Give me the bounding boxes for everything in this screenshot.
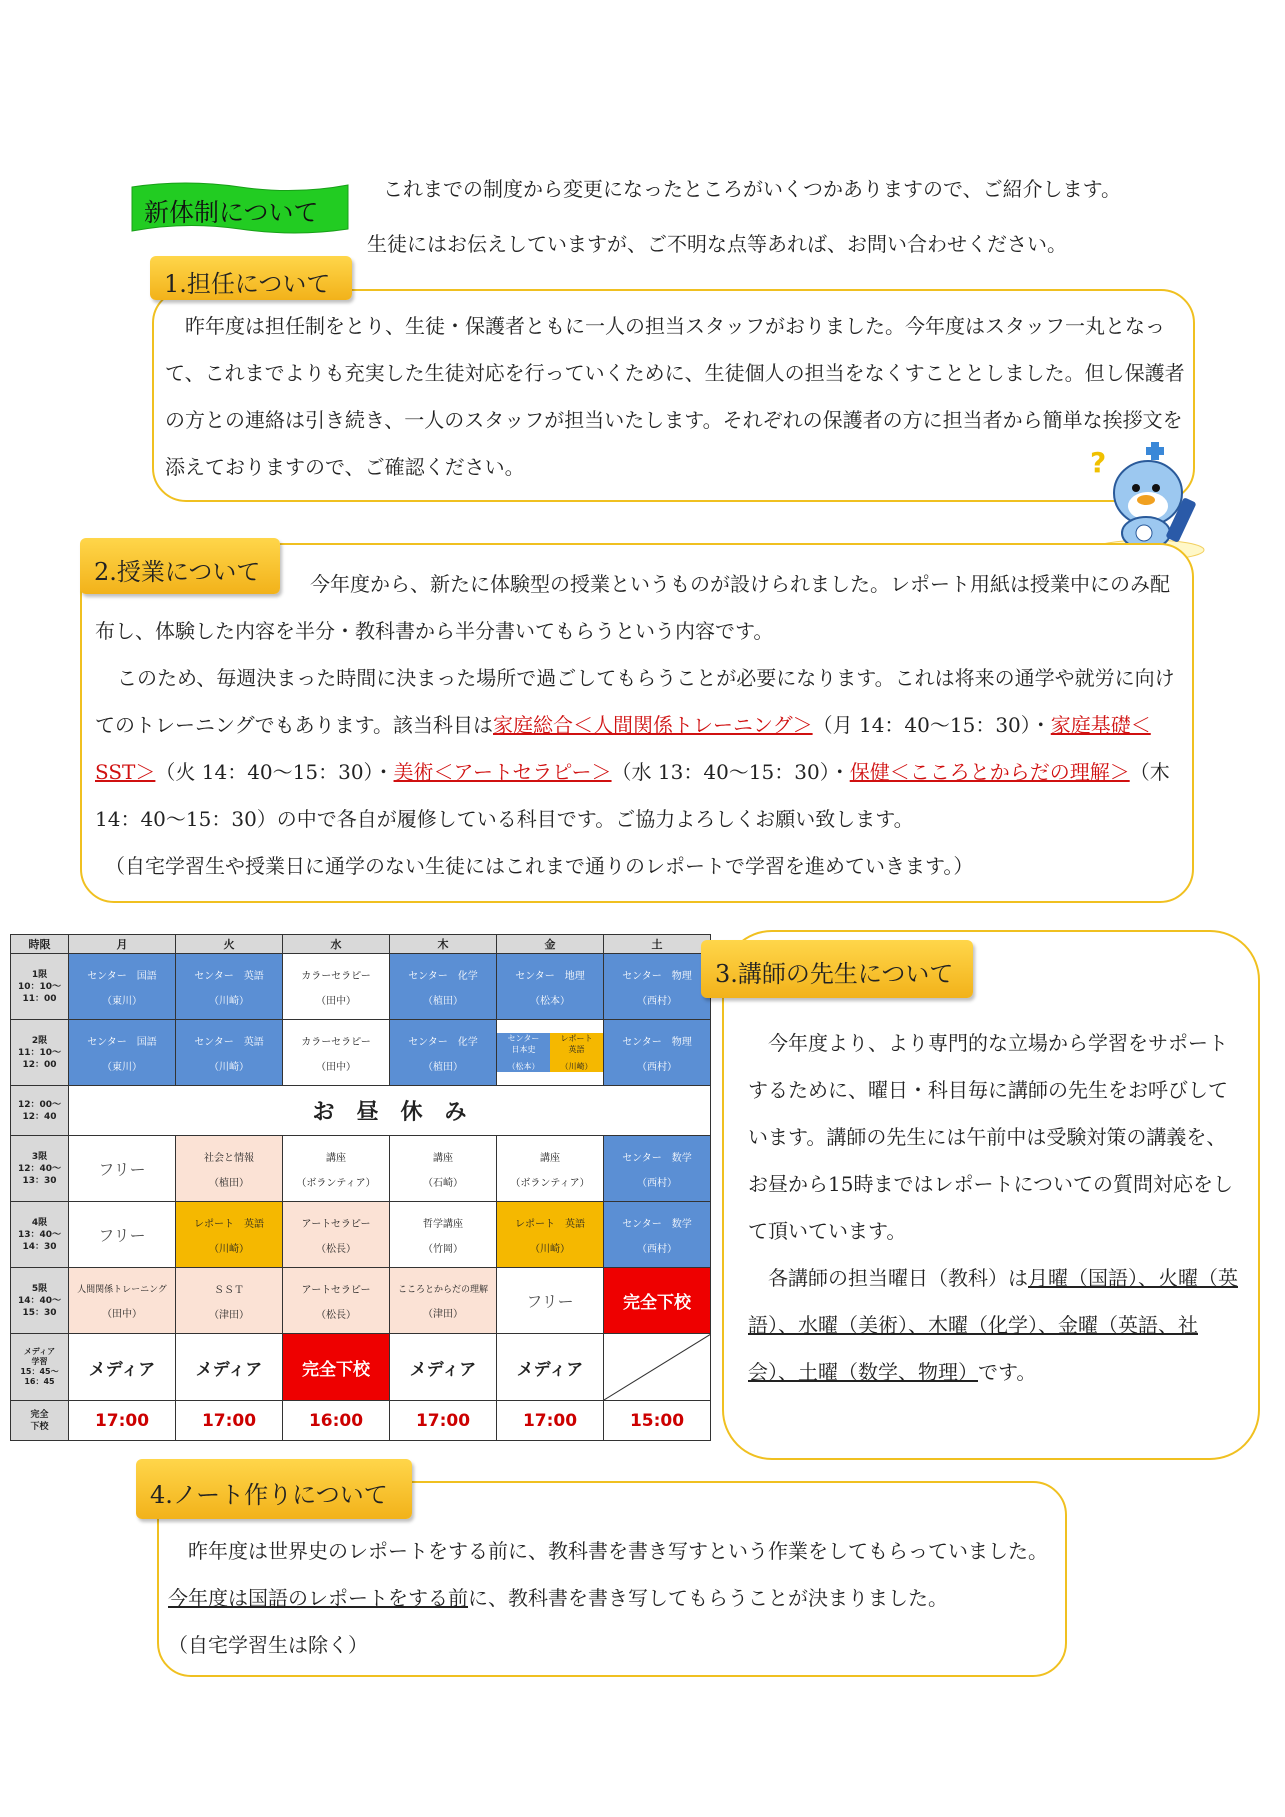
- cell-p1-fri: センター 地理 （松本）: [497, 954, 604, 1020]
- cell-p1-mon: センター 国語 （東川）: [69, 954, 176, 1020]
- course-time-3: （水 13：40～15：30）・: [611, 760, 850, 784]
- section-4-body: [168, 1528, 1063, 1669]
- course-link-art-therapy[interactable]: 美術＜アートセラピー＞: [393, 760, 612, 784]
- period-5-name: 5限: [31, 1283, 48, 1294]
- cell-p2-tue: センター 英語 （川崎）: [176, 1020, 283, 1086]
- section-3-schedule: 月曜（国語）、火曜（英語）、水曜（美術）、木曜（化学）、金曜（英語、社会）、土曜（数学、物理）: [748, 1266, 1238, 1384]
- period-1-label: [11, 954, 69, 1020]
- cell-p4-thu: 哲学講座 （竹岡）: [390, 1202, 497, 1268]
- cell-p2-sat: センター 物理 （西村）: [604, 1020, 711, 1086]
- cell-p2-fri: [497, 1020, 604, 1086]
- period-1-name: 1限: [31, 969, 48, 980]
- course-link-mind-body[interactable]: 保健＜こころとからだの理解＞: [849, 760, 1130, 784]
- final-sat: 15:00: [604, 1401, 711, 1441]
- section-3-p2-end: です。: [978, 1360, 1037, 1384]
- period-2-time: 11：10～ 12：00: [17, 1047, 62, 1070]
- period-4-time: 13：40～ 14：30: [17, 1229, 62, 1252]
- header-fri: 金: [497, 935, 604, 954]
- final-thu: 17:00: [390, 1401, 497, 1441]
- course-link-sst[interactable]: 家庭基礎＜SST＞: [95, 713, 1151, 784]
- cell-p5-thu: こころとからだの理解 （津田）: [390, 1268, 497, 1334]
- cell-p4-fri: レポート 英語 （川崎）: [497, 1202, 604, 1268]
- period-3-label: [11, 1136, 69, 1202]
- cell-media-sat: [604, 1334, 711, 1401]
- intro-line-2: 生徒にはお伝えしていますが、ご不明な点等あれば、お問い合わせください。: [367, 232, 1067, 256]
- period-3-name: 3限: [31, 1151, 48, 1162]
- section-2-title: 2.授業について: [80, 538, 280, 594]
- cell-p5-mon: 人間関係トレーニング （田中）: [69, 1268, 176, 1334]
- period-5-row: [11, 1268, 711, 1334]
- course-time-2: （火 14：40～15：30）・: [155, 760, 394, 784]
- cell-p1-tue: センター 英語 （川崎）: [176, 954, 283, 1020]
- period-2-name: 2限: [31, 1035, 48, 1046]
- final-mon: 17:00: [69, 1401, 176, 1441]
- section-4-highlight: 今年度は国語のレポートをする前: [168, 1586, 468, 1610]
- final-label: 完全 下校: [11, 1401, 69, 1441]
- section-1-title: 1.担任について: [150, 256, 352, 300]
- period-1-time: 10：10～ 11：00: [17, 981, 62, 1004]
- section-3-title: 3.講師の先生について: [701, 940, 973, 998]
- final-fri: 17:00: [497, 1401, 604, 1441]
- header-tue: 火: [176, 935, 283, 954]
- media-row: [11, 1334, 711, 1401]
- intro-line-1: これまでの制度から変更になったところがいくつかありますので、ご紹介します。: [383, 177, 1121, 201]
- course-time-4: （木 14：40～15：30）の中で各自が履修している科目です。ご協力よろしくお願い致します。: [95, 760, 1170, 831]
- cell-p1-wed: カラーセラピー （田中）: [283, 954, 390, 1020]
- cell-p2-fri-english: レポート 英語 （川崎）: [550, 1033, 603, 1072]
- cell-p2-thu: センター 化学 （植田）: [390, 1020, 497, 1086]
- section-2-p3: （自宅学習生や授業日に通学のない生徒にはこれまで通りのレポートで学習を進めていきます。）: [105, 854, 974, 878]
- cell-media-thu: メディア: [390, 1334, 497, 1401]
- cell-p5-tue: ＳＳＴ （津田）: [176, 1268, 283, 1334]
- section-4-p1-end: に、教科書を書き写してもらうことが決まりました。: [468, 1586, 948, 1610]
- cell-p3-mon: フリー: [69, 1136, 176, 1202]
- period-4-name: 4限: [31, 1217, 48, 1228]
- period-4-label: [11, 1202, 69, 1268]
- header-wed: 水: [283, 935, 390, 954]
- cell-media-wed: 完全下校: [283, 1334, 390, 1401]
- intro-title-banner: [130, 177, 350, 239]
- lunch-time: 12：00～ 12：40: [11, 1086, 69, 1136]
- period-4-row: [11, 1202, 711, 1268]
- section-3-p2-lead: 各講師の担当曜日（教科）は: [768, 1266, 1028, 1290]
- period-1-row: [11, 954, 711, 1020]
- cell-p3-sat: センター 数学 （西村）: [604, 1136, 711, 1202]
- final-row: [11, 1401, 711, 1441]
- timetable: [10, 934, 711, 1441]
- section-1-body: 昨年度は担任制をとり、生徒・保護者ともに一人の担当スタッフがおりました。今年度はスタッフ一丸となって、これまでよりも充実した生徒対応を行っていくために、生徒個人の担当をなくすこととしました。但し保護者の方との連絡は引き続き、一人のスタッフが担当いたします。それぞれの保護者の方に担当者から簡単な挨拶文を添えておりますので、ご確認ください。: [165, 314, 1185, 479]
- header-thu: 木: [390, 935, 497, 954]
- section-2-p2: [95, 655, 1185, 843]
- diagonal-slash: [604, 1334, 711, 1400]
- section-4-p1: [168, 1528, 1063, 1622]
- section-3-p1: 今年度より、より専門的な立場から学習をサポートするために、曜日・科目毎に講師の先生をお呼びしています。講師の先生には午前中は受験対策の講義を、お昼から15時まではレポートについての質問対応をして頂いています。: [748, 1031, 1234, 1243]
- cell-p5-sat: 完全下校: [604, 1268, 711, 1334]
- period-5-time: 14：40～ 15：30: [17, 1295, 62, 1318]
- cell-p2-fri-history: センター 日本史 （松本）: [497, 1033, 550, 1072]
- header-period: 時限: [11, 935, 69, 954]
- cell-p2-mon: センター 国語 （東川）: [69, 1020, 176, 1086]
- cell-p5-wed: アートセラピー （松長）: [283, 1268, 390, 1334]
- header-mon: 月: [69, 935, 176, 954]
- lunch-row: [11, 1086, 711, 1136]
- media-label: メディア 学習 15：45～ 16：45: [11, 1334, 69, 1401]
- section-3-p2: [748, 1255, 1238, 1396]
- period-3-time: 12：40～ 13：30: [17, 1163, 62, 1186]
- cell-p2-wed: カラーセラピー （田中）: [283, 1020, 390, 1086]
- section-2-p2-lead: このため、毎週決まった時間に決まった場所で過ごしてもらうことが必要になります。これは将来の通学や就労に向けてのトレーニングでもあります。該当科目は: [95, 666, 1175, 737]
- cell-p1-thu: センター 化学 （植田）: [390, 954, 497, 1020]
- svg-text:?: ?: [1090, 446, 1107, 479]
- course-time-1: （月 14：40～15：30）・: [812, 713, 1051, 737]
- section-1-text: [165, 303, 1185, 491]
- section-2-p1: 今年度から、新たに体験型の授業というものが設けられました。レポート用紙は授業中にのみ配布し、体験した内容を半分・教科書から半分書いてもらうという内容です。: [95, 572, 1170, 643]
- cell-p4-sat: センター 数学 （西村）: [604, 1202, 711, 1268]
- cell-p3-wed: 講座 （ボランティア）: [283, 1136, 390, 1202]
- cell-p4-tue: レポート 英語 （川崎）: [176, 1202, 283, 1268]
- course-link-human-relations[interactable]: 家庭総合＜人間関係トレーニング＞: [493, 713, 813, 737]
- cell-media-tue: メディア: [176, 1334, 283, 1401]
- cell-media-fri: メディア: [497, 1334, 604, 1401]
- lunch-label: お 昼 休 み: [69, 1086, 711, 1136]
- cell-p4-mon: フリー: [69, 1202, 176, 1268]
- final-wed: 16:00: [283, 1401, 390, 1441]
- section-4-title: 4.ノート作りについて: [136, 1459, 412, 1519]
- period-3-row: [11, 1136, 711, 1202]
- final-tue: 17:00: [176, 1401, 283, 1441]
- period-5-label: [11, 1268, 69, 1334]
- cell-p3-fri: 講座 （ボランティア）: [497, 1136, 604, 1202]
- cell-p4-wed: アートセラピー （松長）: [283, 1202, 390, 1268]
- cell-p3-thu: 講座 （石崎）: [390, 1136, 497, 1202]
- timetable-header-row: [11, 935, 711, 954]
- header-sat: 土: [604, 935, 711, 954]
- period-2-label: [11, 1020, 69, 1086]
- period-2-row: [11, 1020, 711, 1086]
- cell-media-mon: メディア: [69, 1334, 176, 1401]
- cell-p3-tue: 社会と情報 （植田）: [176, 1136, 283, 1202]
- cell-p1-sat: センター 物理 （西村）: [604, 954, 711, 1020]
- intro-title: 新体制について: [144, 198, 319, 227]
- section-3-body: [748, 1020, 1238, 1396]
- cell-p5-fri: フリー: [497, 1268, 604, 1334]
- section-2-body: [95, 561, 1185, 890]
- section-4-p1-lead: 昨年度は世界史のレポートをする前に、教科書を書き写すという作業をしてもらっていました。: [188, 1539, 1048, 1563]
- section-4-p2: （自宅学習生は除く）: [168, 1633, 368, 1657]
